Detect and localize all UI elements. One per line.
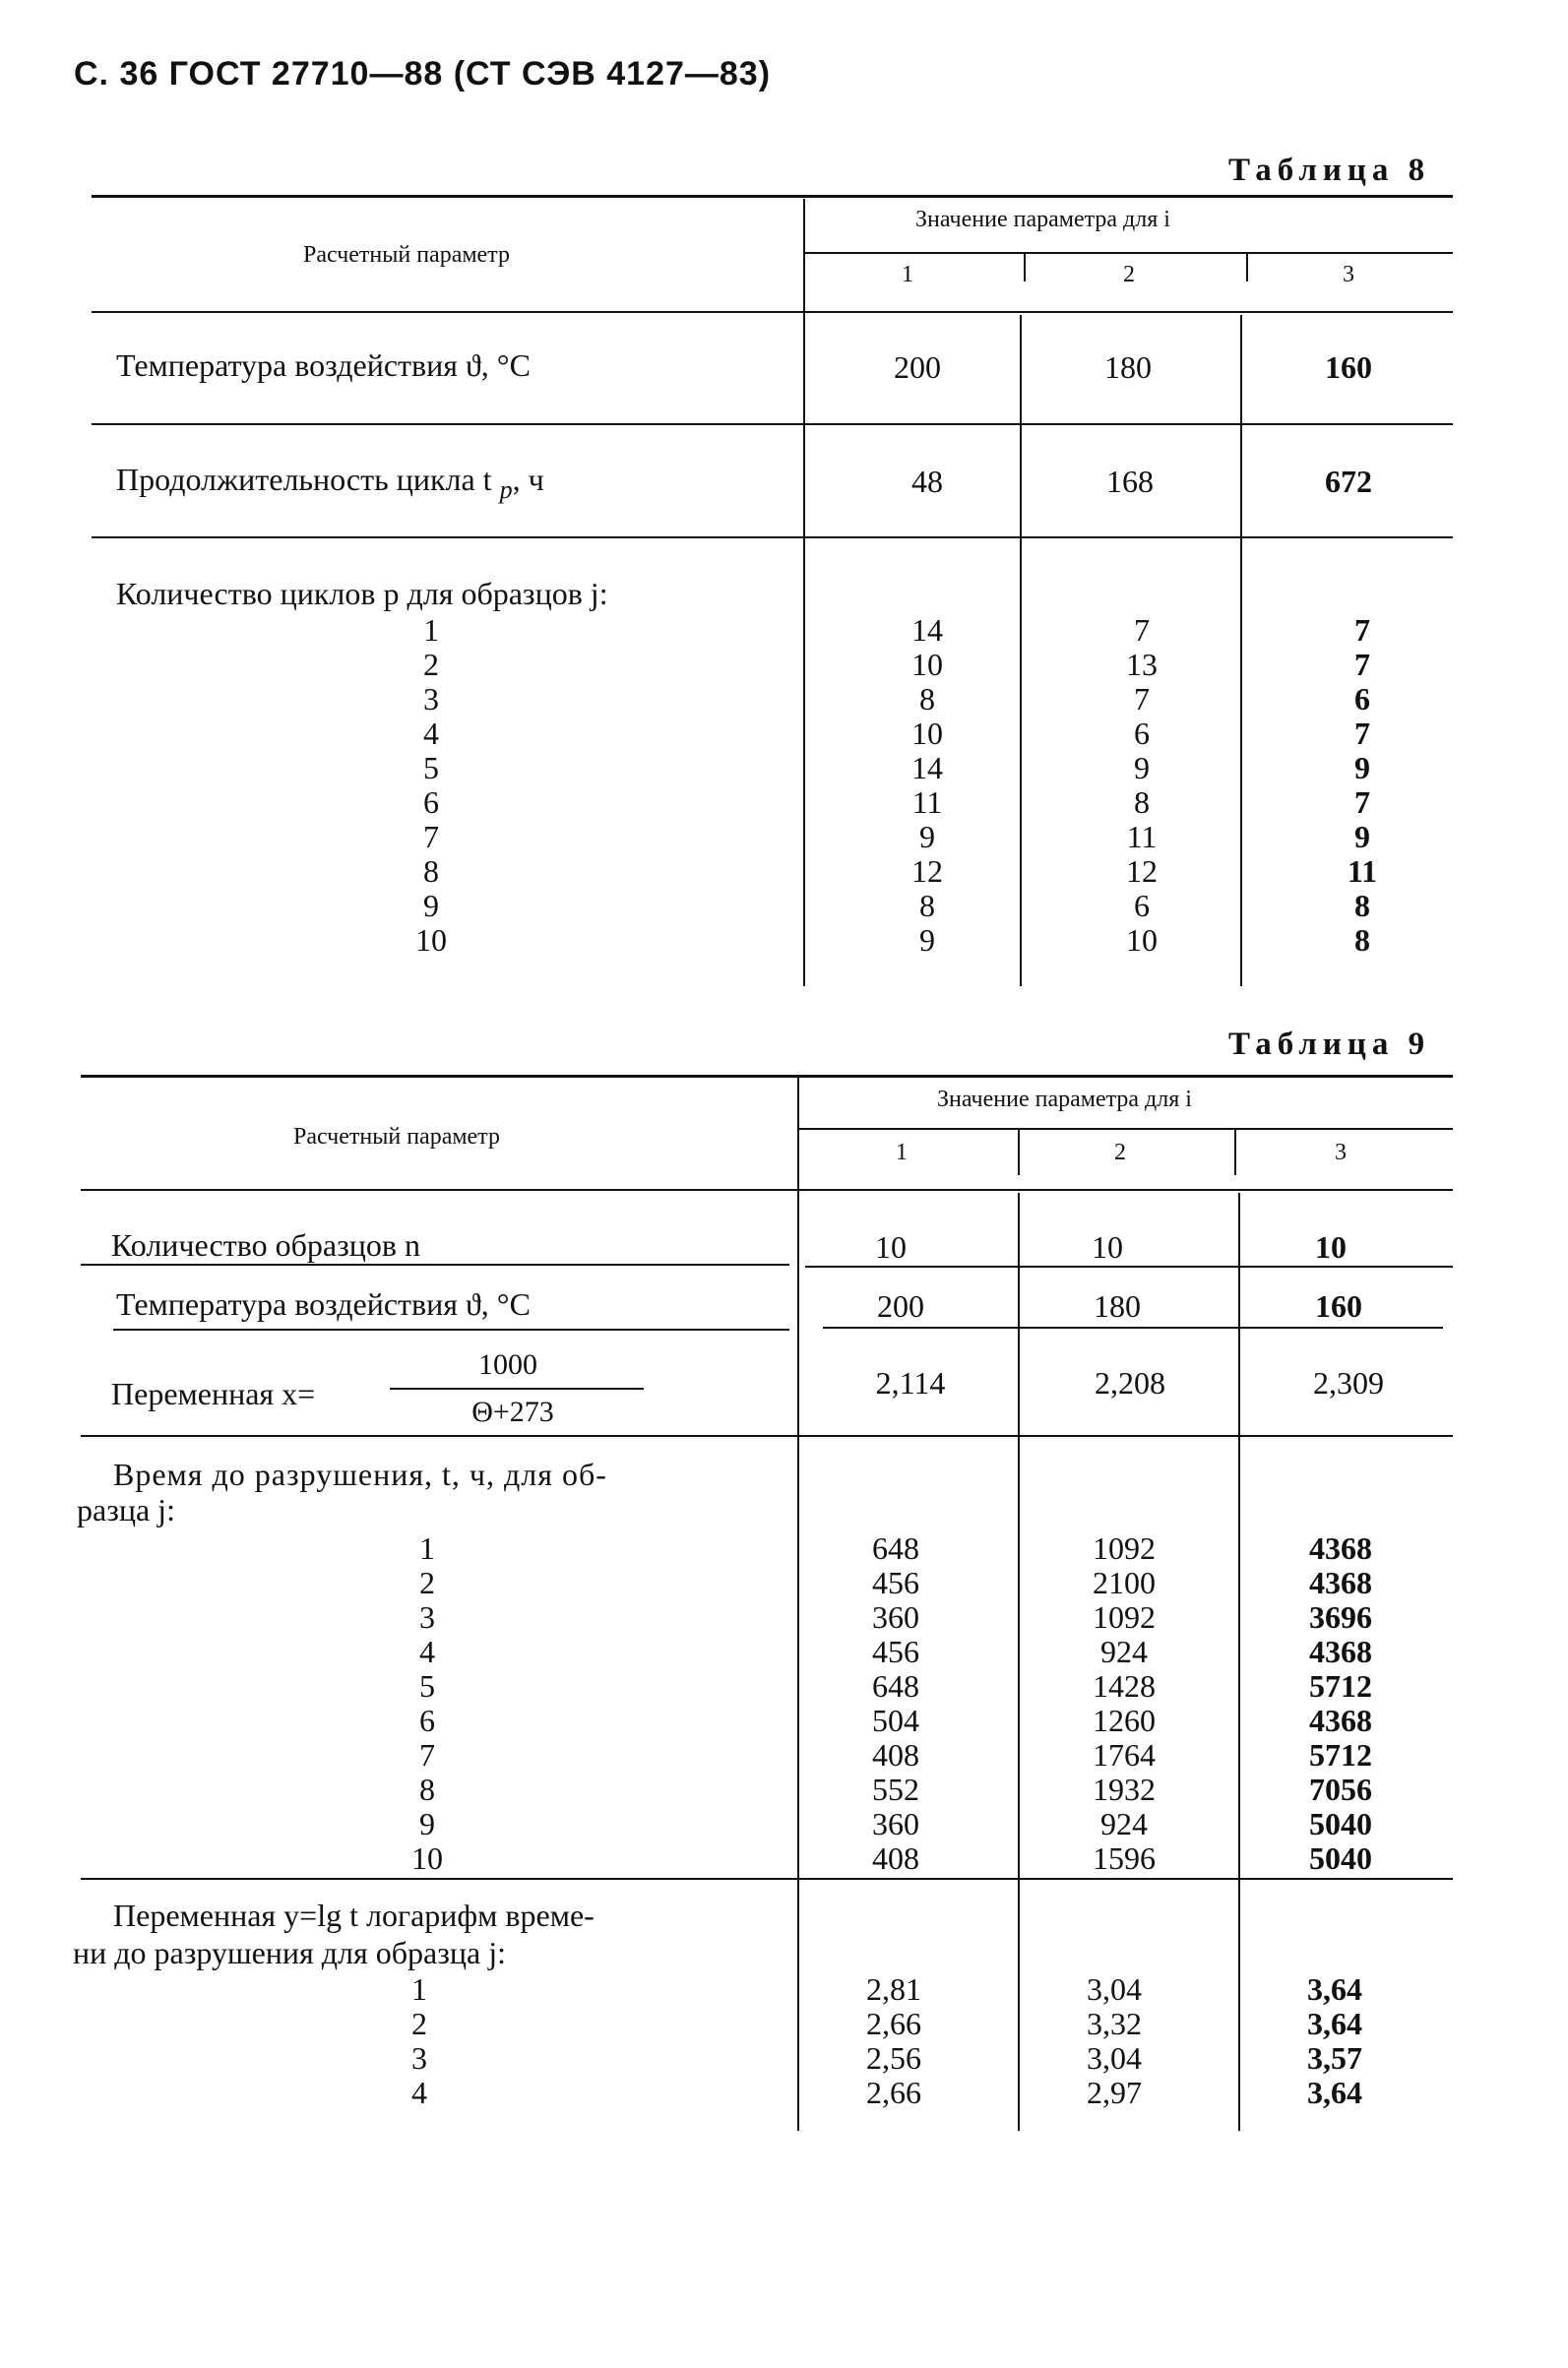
table9-time-cell-col1: 504 [872, 1703, 919, 1738]
table9-col-2: 2 [1114, 1140, 1126, 1165]
table9-time-cell-col3: 5712 [1309, 1668, 1372, 1704]
table8-cell-col2: 6 [1134, 716, 1150, 751]
table8-header-rule [92, 311, 1453, 313]
table9-time-cell-col2: 924 [1100, 1634, 1148, 1669]
table8-vline-h2 [1024, 252, 1026, 281]
table9-time-cell-col1: 408 [872, 1737, 919, 1773]
table8-cell-col1: 8 [919, 888, 935, 923]
table8-col-1: 1 [902, 262, 913, 287]
table9-time-cell-col2: 1428 [1093, 1668, 1156, 1704]
table9-n-1: 10 [875, 1229, 907, 1265]
table8-cell-col1: 11 [911, 784, 943, 820]
table9-time-cell-col3: 3696 [1309, 1599, 1372, 1635]
page-header: С. 36 ГОСТ 27710—88 (СТ СЭВ 4127—83) [74, 55, 772, 93]
table9-time-row-numbers [398, 1531, 457, 1876]
table9-time-col2-values [1065, 1531, 1183, 1876]
table9-y-col3-values [1276, 1972, 1394, 2110]
table9-time-row-number: 6 [419, 1703, 435, 1738]
table9-y-col2-values [1055, 1972, 1173, 2110]
table9-vline-3 [1238, 1193, 1240, 2131]
table8-col2-values [1083, 613, 1201, 958]
table8-temp-2: 180 [1104, 349, 1152, 385]
table9-temp-label: Температура воздействия ϑ, °С [116, 1286, 531, 1322]
table8-vline-1 [803, 199, 805, 986]
table9-col-3: 3 [1335, 1140, 1347, 1165]
table8-cycle-label: Продолжительность цикла t $_p$, ч [116, 462, 544, 504]
table9-time-cell-col3: 4368 [1309, 1565, 1372, 1600]
table9-time-col1-values [837, 1531, 955, 1876]
table9-time-cell-col2: 1596 [1093, 1840, 1156, 1876]
table9-temp-1: 200 [877, 1288, 924, 1324]
table8-cycle-2: 168 [1106, 464, 1154, 499]
table9-time-row-number: 1 [419, 1530, 435, 1566]
table8-value-header: Значение параметра для i [915, 207, 1170, 232]
table9-time-cell-col2: 1092 [1093, 1599, 1156, 1635]
table8-cell-col1: 10 [911, 647, 943, 682]
table9-n-3: 10 [1315, 1229, 1347, 1265]
table9-time-label-1: Время до разрушения, t, ч, для об- [113, 1457, 607, 1492]
table8-cell-col3: 8 [1354, 922, 1370, 958]
table8-row-number: 6 [423, 784, 439, 820]
table9-time-cell-col3: 7056 [1309, 1772, 1372, 1807]
table9-x-2: 2,208 [1095, 1365, 1165, 1401]
table8-cell-col1: 12 [911, 853, 943, 889]
table8-row-number: 8 [423, 853, 439, 889]
table8-col-2: 2 [1123, 262, 1135, 287]
table8-cell-col1: 14 [911, 612, 943, 648]
table9-temp-2: 180 [1094, 1288, 1141, 1324]
table9-y-row-numbers [390, 1972, 449, 2110]
table9-n-label: Количество образцов n [111, 1227, 420, 1263]
table9-y-cell-col2: 3,04 [1087, 2040, 1142, 2076]
table8-vline-h3 [1246, 252, 1248, 281]
table9-y-cell-col3: 3,64 [1307, 2006, 1362, 2041]
table8-cell-col2: 9 [1134, 750, 1150, 785]
table9-y-cell-col2: 3,04 [1087, 1971, 1142, 2007]
table9-param-header: Расчетный параметр [293, 1124, 500, 1150]
table8-row-number: 10 [415, 922, 447, 958]
table9-caption: Таблица 9 [1228, 1027, 1431, 1062]
table8-cycle-3: 672 [1325, 464, 1372, 499]
table9-y-cell-col2: 2,97 [1087, 2075, 1142, 2110]
table8-cell-col2: 11 [1126, 819, 1158, 854]
table9-y-cell-col3: 3,64 [1307, 2075, 1362, 2110]
table8-cell-col1: 14 [911, 750, 943, 785]
table9-top-rule [81, 1075, 1453, 1078]
table9-row-rule-4 [81, 1878, 1453, 1880]
table8-cell-col3: 7 [1354, 647, 1370, 682]
table9-time-cell-col3: 5712 [1309, 1737, 1372, 1773]
table9-time-cell-col2: 924 [1100, 1806, 1148, 1841]
table9-time-cell-col2: 1092 [1093, 1530, 1156, 1566]
table8-row-number: 9 [423, 888, 439, 923]
table9-time-cell-col3: 4368 [1309, 1703, 1372, 1738]
table8-cell-col1: 9 [919, 922, 935, 958]
table9-x-3: 2,309 [1313, 1365, 1384, 1401]
table8-row-number: 1 [423, 612, 439, 648]
table8-cycle-1: 48 [911, 464, 943, 499]
table9-time-row-number: 3 [419, 1599, 435, 1635]
table9-time-row-number: 10 [411, 1840, 443, 1876]
table8-vline-2 [1020, 315, 1022, 986]
table9-time-cell-col3: 4368 [1309, 1634, 1372, 1669]
table8-row-rule-2 [92, 536, 1453, 538]
table9-time-cell-col3: 4368 [1309, 1530, 1372, 1566]
table9-time-row-number: 7 [419, 1737, 435, 1773]
table9-time-row-number: 2 [419, 1565, 435, 1600]
table8-col1-values [868, 613, 986, 958]
table8-cell-col3: 7 [1354, 716, 1370, 751]
table8-top-rule [92, 195, 1453, 198]
table8-param-header: Расчетный параметр [303, 242, 510, 268]
table9-subheader-rule [799, 1128, 1453, 1130]
table9-time-cell-col2: 2100 [1093, 1565, 1156, 1600]
table9-y-cell-col2: 3,32 [1087, 2006, 1142, 2041]
table9-header-rule [81, 1189, 1453, 1191]
table8-subheader-rule [805, 252, 1453, 254]
table9-row-rule-2b [823, 1327, 1443, 1329]
table9-row-rule-3 [81, 1435, 1453, 1437]
table8-cell-col3: 7 [1354, 784, 1370, 820]
table8-temp-label: Температура воздействия ϑ, °С [116, 347, 531, 383]
table8-cell-col3: 6 [1354, 681, 1370, 717]
table9-time-row-number: 8 [419, 1772, 435, 1807]
table9-y-col1-values [835, 1972, 953, 2110]
table9-time-cell-col3: 5040 [1309, 1806, 1372, 1841]
table9-row-rule-2a [113, 1329, 789, 1331]
table8-cycle-sub: p [499, 475, 513, 504]
table9-x-numerator: 1000 [478, 1348, 537, 1381]
table9-vline-h3 [1234, 1128, 1236, 1175]
table9-y-cell-col1: 2,66 [866, 2075, 921, 2110]
table9-y-cell-col1: 2,66 [866, 2006, 921, 2041]
table9-time-cell-col2: 1764 [1093, 1737, 1156, 1773]
table8-cell-col2: 8 [1134, 784, 1150, 820]
table9-x-label: Переменная x= [111, 1376, 316, 1411]
table8-row-number: 7 [423, 819, 439, 854]
table8-row-number: 5 [423, 750, 439, 785]
table9-time-label-2: разца j: [77, 1492, 175, 1527]
table8-cell-col3: 11 [1347, 853, 1378, 889]
table9-n-2: 10 [1092, 1229, 1123, 1265]
table9-vline-1 [797, 1078, 799, 2131]
table9-y-label-1: Переменная y=lg t логарифм време- [113, 1898, 595, 1933]
table9-temp-3: 160 [1315, 1288, 1362, 1324]
table8-vline-3 [1240, 315, 1242, 986]
table9-y-row-number: 1 [411, 1971, 427, 2007]
table9-y-cell-col3: 3,57 [1307, 2040, 1362, 2076]
table8-col-3: 3 [1343, 262, 1354, 287]
table9-time-cell-col2: 1932 [1093, 1772, 1156, 1807]
table9-y-cell-col1: 2,56 [866, 2040, 921, 2076]
table9-time-cell-col1: 552 [872, 1772, 919, 1807]
table9-time-cell-col1: 360 [872, 1806, 919, 1841]
table9-time-cell-col2: 1260 [1093, 1703, 1156, 1738]
table9-x-denominator: Θ+273 [471, 1396, 554, 1428]
table9-x-fraction-bar [390, 1388, 644, 1390]
table9-row-rule-1b [805, 1266, 1453, 1268]
table8-cell-col3: 7 [1354, 612, 1370, 648]
table9-x-1: 2,114 [875, 1365, 946, 1401]
table8-caption: Таблица 8 [1228, 153, 1431, 188]
table9-vline-2 [1018, 1193, 1020, 2131]
table8-cell-col1: 9 [919, 819, 935, 854]
table9-col-1: 1 [896, 1140, 908, 1165]
table9-time-cell-col1: 456 [872, 1634, 919, 1669]
table8-cell-col3: 9 [1354, 819, 1370, 854]
table9-time-cell-col1: 648 [872, 1530, 919, 1566]
table8-temp-1: 200 [894, 349, 941, 385]
table8-cell-col1: 8 [919, 681, 935, 717]
table8-count-label: Количество циклов p для образцов j: [116, 576, 608, 611]
table8-col3-values [1303, 613, 1421, 958]
table8-row-number: 4 [423, 716, 439, 751]
table8-cell-col2: 7 [1134, 681, 1150, 717]
table9-time-cell-col1: 456 [872, 1565, 919, 1600]
table8-row-rule-1 [92, 423, 1453, 425]
table9-value-header: Значение параметра для i [937, 1087, 1192, 1112]
table9-time-cell-col1: 408 [872, 1840, 919, 1876]
table8-cell-col2: 7 [1134, 612, 1150, 648]
table8-cell-col3: 9 [1354, 750, 1370, 785]
table8-row-numbers [402, 613, 461, 958]
table9-time-cell-col1: 360 [872, 1599, 919, 1635]
table9-y-row-number: 3 [411, 2040, 427, 2076]
table9-time-col3-values [1282, 1531, 1400, 1876]
table8-cell-col1: 10 [911, 716, 943, 751]
table8-row-number: 2 [423, 647, 439, 682]
table9-y-row-number: 4 [411, 2075, 427, 2110]
table9-vline-h2 [1018, 1128, 1020, 1175]
table8-cell-col2: 6 [1134, 888, 1150, 923]
table8-temp-3: 160 [1325, 349, 1372, 385]
table9-time-cell-col1: 648 [872, 1668, 919, 1704]
table8-row-number: 3 [423, 681, 439, 717]
table9-row-rule-1a [81, 1264, 789, 1266]
table9-y-cell-col1: 2,81 [866, 1971, 921, 2007]
table9-time-row-number: 5 [419, 1668, 435, 1704]
table8-cell-col2: 13 [1126, 647, 1158, 682]
table9-y-label-2: ни до разрушения для образца j: [73, 1935, 506, 1970]
table9-time-cell-col3: 5040 [1309, 1840, 1372, 1876]
table8-cell-col3: 8 [1354, 888, 1370, 923]
table9-time-row-number: 9 [419, 1806, 435, 1841]
table8-cell-col2: 12 [1126, 853, 1158, 889]
table8-cell-col2: 10 [1126, 922, 1158, 958]
table9-y-cell-col3: 3,64 [1307, 1971, 1362, 2007]
table9-y-row-number: 2 [411, 2006, 427, 2041]
table9-time-row-number: 4 [419, 1634, 435, 1669]
